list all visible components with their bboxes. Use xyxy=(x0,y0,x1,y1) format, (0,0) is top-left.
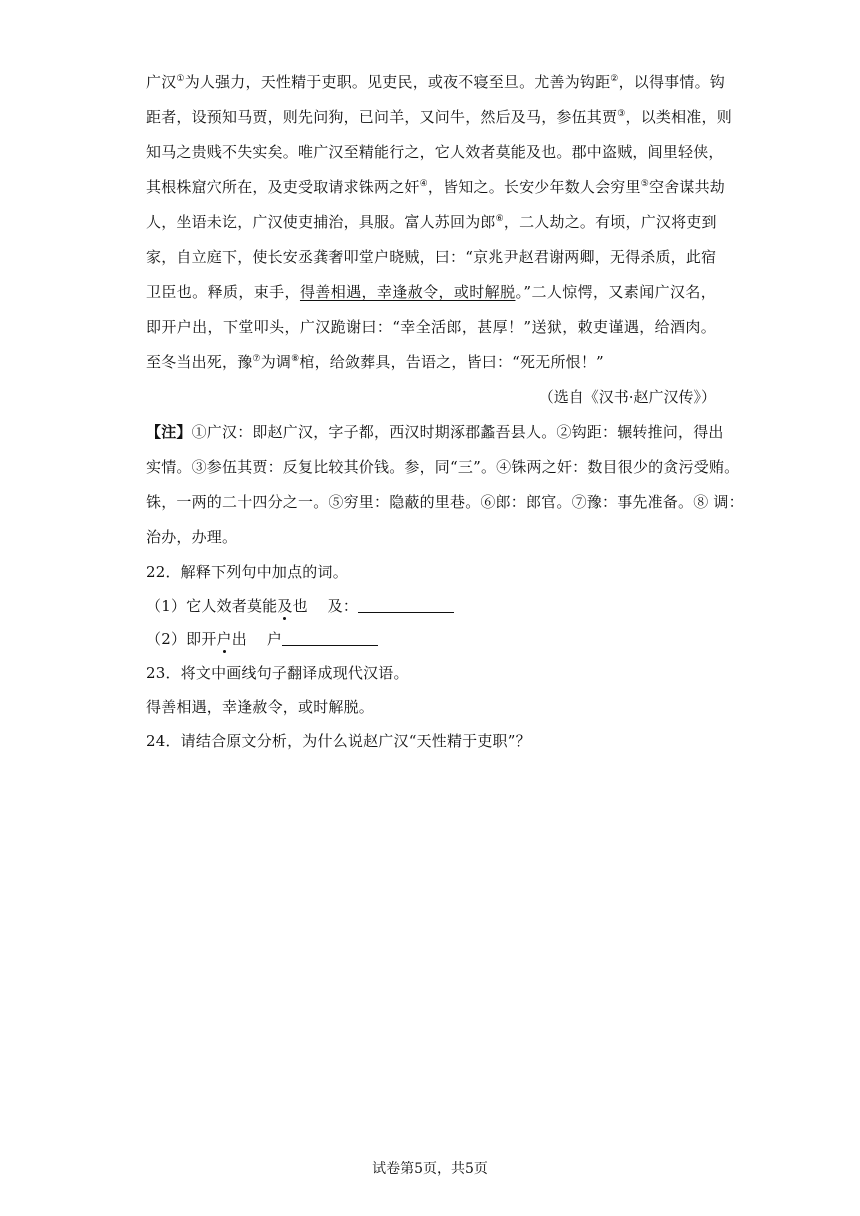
page-footer: 试卷第5页，共5页 xyxy=(372,1161,488,1177)
notes-line-4: 治办，办理。 xyxy=(146,528,238,546)
dotted-word-ji: 及 xyxy=(277,597,293,615)
dotted-word-hu: 户 xyxy=(216,630,232,648)
answer-blank-22-2[interactable] xyxy=(282,631,378,646)
passage-line-3: 知马之贵贱不失实矣。唯广汉至精能行之，它人效者莫能及也。郡中盗贼，闾里轻侠， xyxy=(146,143,724,161)
passage-line-9: 至冬当出死，豫⑦为调⑧棺，给敛葬具，告语之，皆曰：“死无所恨！” xyxy=(146,353,604,371)
notes-line-2: 实情。③参伍其贾：反复比较其价钱。参，同“三”。④铢两之奸：数目很少的贪污受贿。 xyxy=(146,458,740,476)
question-22-2: （2）即开户出 户 xyxy=(146,629,716,649)
passage-line-1: 广汉①为人强力，天性精于吏职。见吏民，或夜不寝至旦。尤善为钩距②，以得事情。钩 xyxy=(146,73,725,91)
underlined-sentence: 得善相遇，幸逢赦令，或时解脱 xyxy=(299,283,516,301)
notes-line-3: 铢，一两的二十四分之一。⑤穷里：隐蔽的里巷。⑥郎：郎官。⑦豫：事先准备。⑧ 调： xyxy=(146,493,744,511)
answer-blank-22-1[interactable] xyxy=(358,598,454,613)
question-24: 24．请结合原文分析，为什么说赵广汉“天性精于吏职”？ xyxy=(146,732,531,750)
question-23-sentence: 得善相遇，幸逢赦令，或时解脱。 xyxy=(146,698,375,716)
passage-line-7: 卫臣也。释质，束手，得善相遇，幸逢赦令，或时解脱。”二人惊愕，又素闻广汉名， xyxy=(146,283,716,301)
question-22: 22．解释下列句中加点的词。 xyxy=(146,563,348,581)
passage-line-5: 人，坐语未讫，广汉使吏捕治，具服。富人苏回为郎⑥，二人劫之。有顷，广汉将吏到 xyxy=(146,213,717,231)
passage-source: （选自《汉书·赵广汉传》） xyxy=(538,388,716,406)
passage-line-4: 其根株窟穴所在，及吏受取请求铢两之奸④，皆知之。长安少年数人会穷里⑤空舍谋共劫 xyxy=(146,178,725,196)
passage-line-8: 即开户出，下堂叩头，广汉跪谢曰：“幸全活郎，甚厚！”送狱，敕吏谨遇，给酒肉。 xyxy=(146,318,716,336)
question-23: 23．将文中画线句子翻译成现代汉语。 xyxy=(146,664,409,682)
notes-label: 【注】 xyxy=(146,423,192,441)
passage-line-6: 家，自立庭下，使长安丞龚奢叩堂户晓贼，曰：“京兆尹赵君谢两卿，无得杀质，此宿 xyxy=(146,248,717,266)
passage-line-2: 距者，设预知马贾，则先问狗，已问羊，又问牛，然后及马，参伍其贾③，以类相准，则 xyxy=(146,108,732,126)
notes-line-1: 【注】①广汉：即赵广汉，字子都，西汉时期涿郡蠡吾县人。②钩距：辗转推问，得出 xyxy=(146,423,724,441)
question-22-1: （1）它人效者莫能及也 及： xyxy=(146,596,716,616)
